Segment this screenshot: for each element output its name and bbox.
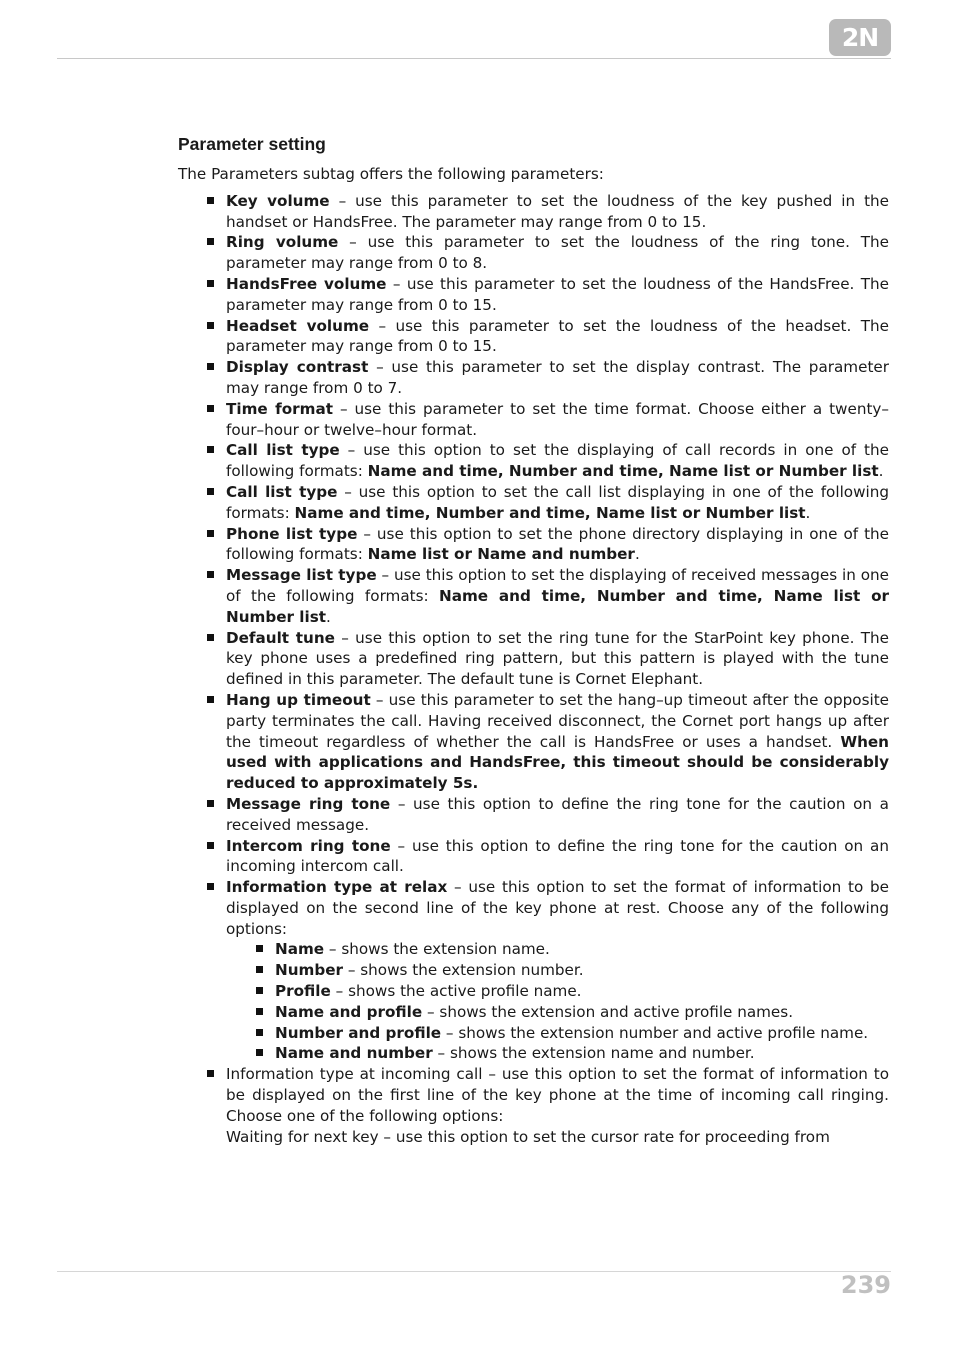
option-term: Number and profile — [275, 1023, 442, 1042]
param-desc: – use this parameter to set the hang–up timeout after the opposite party terminates the call. Having received disconnect, the Cornet port hangs up after the timeout regardless of whether the call is HandsFree or uses a handset. — [226, 690, 889, 751]
param-term: Time format — [226, 399, 333, 418]
page-content — [178, 132, 889, 1147]
sub-list-item — [275, 960, 889, 981]
param-formats: Name and time, Number and time, Name list or Number list — [367, 462, 879, 481]
param-end: . — [878, 462, 884, 481]
list-item — [226, 794, 889, 836]
param-desc: – use this option to define the ring tone for the caution on a received message. — [226, 794, 889, 834]
list-item — [226, 440, 889, 482]
param-term: Default tune — [226, 628, 335, 647]
logo-text: 2N — [841, 23, 879, 52]
param-desc: – use this option to set the ring tune for the StarPoint key phone. The key phone uses a predefined ring pattern, but this pattern is played with the tune defined in this parameter. The default tune is Cornet Elephant. — [226, 628, 890, 689]
list-item — [226, 565, 889, 627]
last-item-text: Information type at incoming call – use this option to set the format of information to be displayed on the first line of the key phone at the time of incoming call ringing. Choose one of the following options: — [226, 1065, 889, 1125]
list-item — [226, 877, 889, 1064]
param-formats: Name and time, Number and time, Name list or Number list — [226, 586, 889, 626]
param-end: . — [805, 503, 811, 522]
param-term: Ring volume — [226, 233, 339, 252]
continuation-text: Waiting for next key – use this option to set the cursor rate for proceeding from — [226, 1127, 830, 1146]
list-item — [226, 1064, 889, 1147]
list-item — [226, 399, 889, 441]
param-term: HandsFree volume — [226, 274, 387, 293]
option-term: Name and number — [275, 1044, 433, 1063]
option-term: Profile — [275, 982, 331, 1001]
sub-list-item — [275, 1023, 889, 1044]
param-desc: – use this parameter to set the loudness of the key pushed in the handset or HandsFree. The parameter may range from 0 to 15. — [226, 191, 890, 231]
option-desc: – shows the active profile name. — [330, 982, 582, 1001]
sub-list-item — [275, 1002, 889, 1023]
sub-list-item — [275, 939, 889, 960]
list-item — [226, 690, 889, 794]
param-term: Phone list type — [226, 524, 358, 543]
parameter-list — [178, 191, 889, 1148]
option-desc: – shows the extension name. — [324, 940, 550, 959]
param-desc: – use this option to set the format of information to be displayed on the second line of the key phone at rest. Choose any of the following options: — [226, 878, 889, 938]
list-item — [226, 191, 889, 233]
param-term: Display contrast — [226, 358, 369, 377]
footer-rule — [57, 1271, 891, 1272]
list-item — [226, 524, 889, 566]
param-term: Message list type — [226, 566, 377, 585]
param-desc: – use this parameter to set the loudness of the HandsFree. The parameter may range from 0 to 15. — [226, 274, 889, 314]
param-term: Key volume — [226, 191, 330, 210]
param-term: Headset volume — [226, 316, 370, 335]
param-desc: – use this option to set the phone directory displaying in one of the following formats: — [226, 524, 890, 564]
param-end: . — [326, 607, 331, 626]
param-desc: – use this option to define the ring tone for the caution on an incoming intercom call. — [226, 836, 889, 876]
option-term: Name and profile — [275, 1002, 423, 1021]
section-heading: Parameter setting — [178, 134, 326, 154]
sub-list-item — [275, 1043, 889, 1064]
header-rule — [57, 58, 891, 59]
param-formats: Name and time, Number and time, Name list or Number list — [294, 503, 806, 522]
list-item — [226, 836, 889, 878]
param-formats: Name list or Name and number — [367, 545, 635, 564]
param-term: Hang up timeout — [226, 690, 371, 709]
list-item — [226, 628, 889, 690]
option-term: Number — [275, 961, 344, 980]
param-desc: – use this option to set the displaying of received messages in one of the following formats: — [226, 566, 889, 605]
list-item — [226, 316, 889, 358]
option-desc: – shows the extension name and number. — [432, 1044, 755, 1063]
param-term: Intercom ring tone — [226, 836, 391, 855]
intro-text: The Parameters subtag offers the following parameters: — [178, 165, 604, 183]
list-item — [226, 357, 889, 399]
param-desc: – use this option to set the call list displaying in one of the following formats: — [226, 482, 889, 522]
list-item — [226, 482, 889, 524]
list-item — [226, 232, 889, 274]
param-term: Information type at relax — [226, 878, 448, 897]
param-desc: – use this parameter to set the time format. Choose either a twenty–four–hour or twelve–hour format. — [226, 399, 889, 439]
param-desc: – use this parameter to set the display contrast. The parameter may range from 0 to 7. — [226, 358, 889, 397]
option-desc: – shows the extension number and active profile name. — [441, 1023, 869, 1042]
param-note: When used with applications and HandsFree, this timeout should be considerably reduced to approximately 5s. — [226, 732, 889, 793]
option-desc: – shows the extension and active profile names. — [422, 1002, 794, 1021]
option-desc: – shows the extension number. — [343, 961, 584, 980]
param-desc: – use this option to set the displaying of call records in one of the following formats: — [226, 441, 889, 481]
sub-list-item — [275, 981, 889, 1002]
brand-logo — [829, 19, 891, 56]
param-term: Call list type — [226, 482, 338, 501]
param-end: . — [634, 545, 640, 564]
param-term: Call list type — [226, 441, 340, 460]
page-number: 239 — [840, 1271, 891, 1299]
param-desc: – use this parameter to set the loudness of the ring tone. The parameter may range from 0 to 8. — [226, 233, 889, 273]
option-term: Name — [275, 940, 325, 959]
sub-option-list — [226, 939, 889, 1064]
list-item — [226, 274, 889, 316]
param-term: Message ring tone — [226, 794, 391, 813]
param-desc: – use this parameter to set the loudness of the headset. The parameter may range from 0 to 15. — [226, 316, 889, 356]
